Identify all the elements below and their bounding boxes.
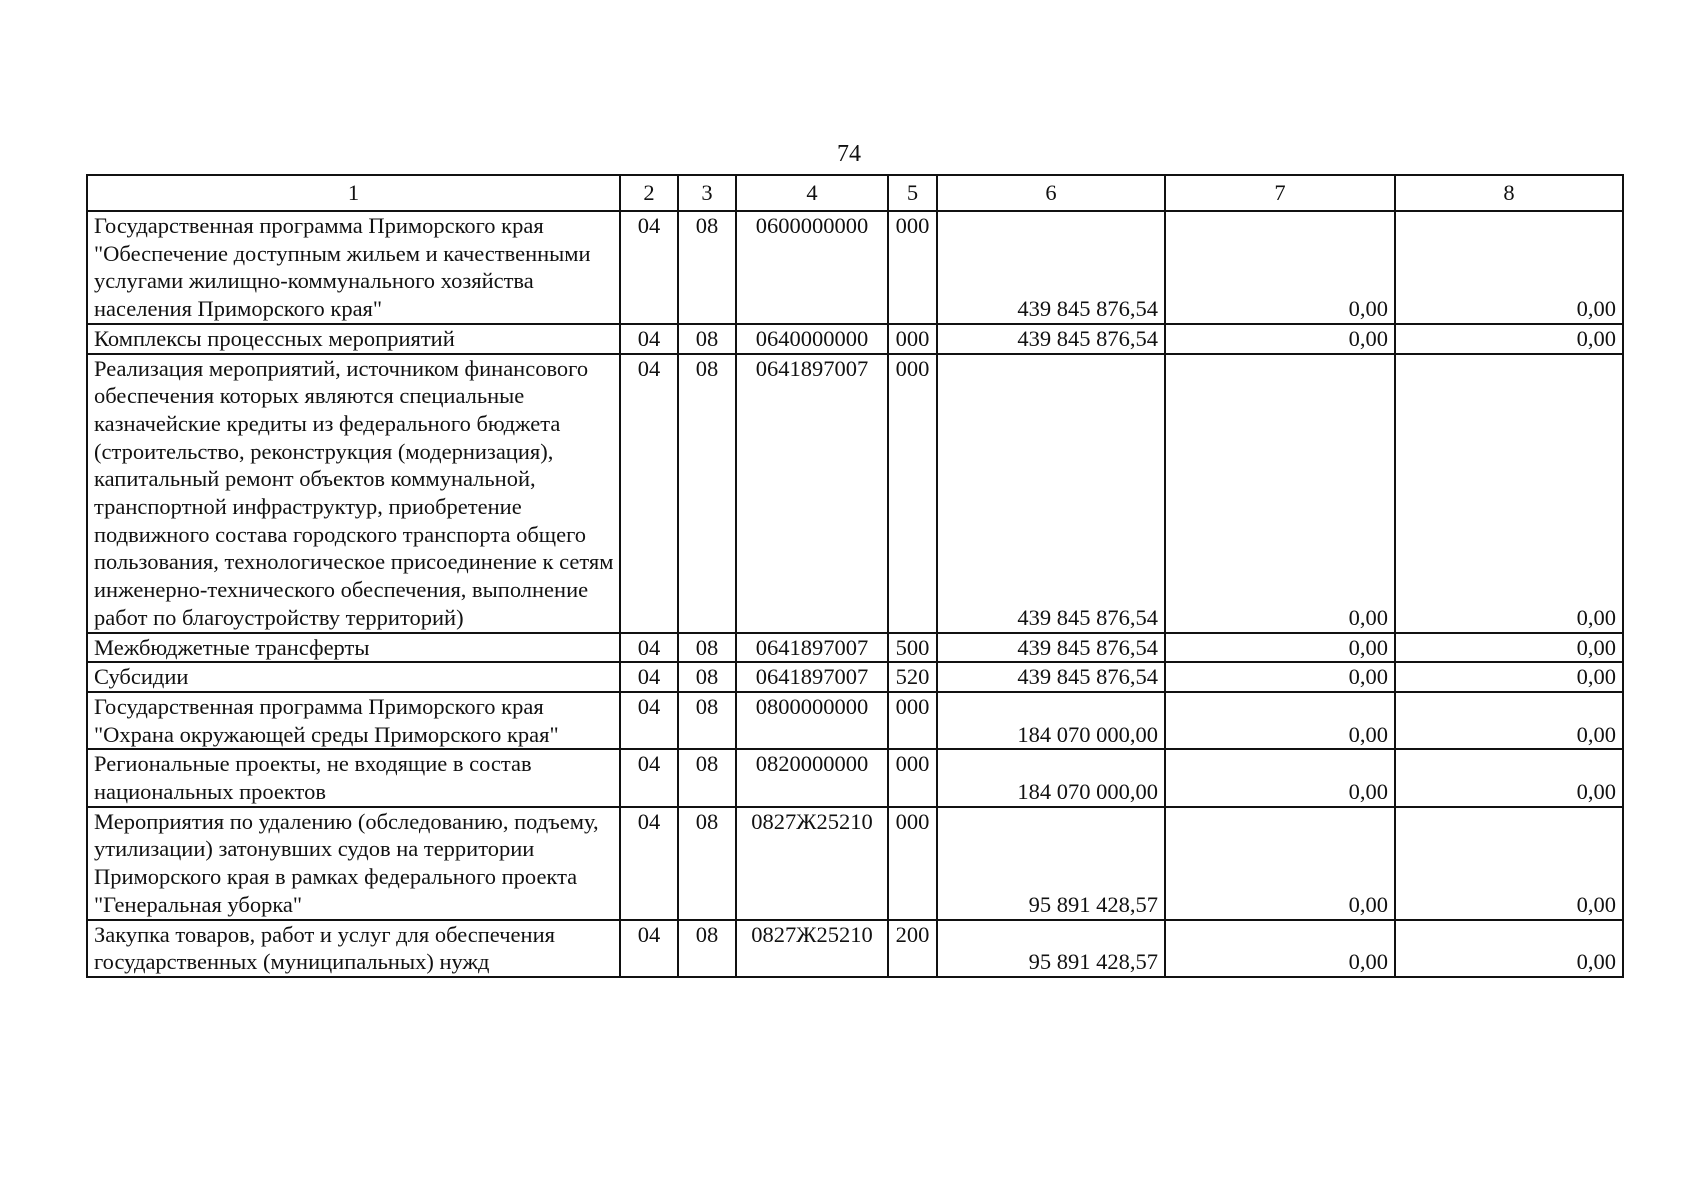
row-name: Закупка товаров, работ и услуг для обеспечения государственных (муниципальных) нужд <box>87 920 620 977</box>
table-row <box>87 662 1623 692</box>
row-name: Субсидии <box>87 662 620 692</box>
subsection-code: 08 <box>678 324 736 354</box>
target-article-code: 0820000000 <box>736 749 888 806</box>
target-article-code: 0640000000 <box>736 324 888 354</box>
amount-col-6: 439 845 876,54 <box>937 211 1165 324</box>
expense-type-code: 000 <box>888 354 937 633</box>
amount-col-6: 184 070 000,00 <box>937 692 1165 749</box>
row-name: Реализация мероприятий, источником финансового обеспечения которых являются специальные казначейские кредиты из федерального бюджета (строительство, реконструкция (модернизация), капитальный ремонт объектов коммунальной, транспортной инфраструктур, приобретение подвижного состава городского транспорта общего пользования, технологическое присоединение к сетям инженерно-технического обеспечения, выполнение работ по благоустройству территорий) <box>87 354 620 633</box>
section-code: 04 <box>620 807 678 920</box>
table-row <box>87 354 1623 633</box>
table-row <box>87 749 1623 806</box>
amount-col-8: 0,00 <box>1395 692 1623 749</box>
section-code: 04 <box>620 633 678 663</box>
expense-type-code: 000 <box>888 692 937 749</box>
amount-col-6: 95 891 428,57 <box>937 807 1165 920</box>
column-header: 8 <box>1395 175 1623 211</box>
expense-type-code: 000 <box>888 749 937 806</box>
amount-col-6: 439 845 876,54 <box>937 662 1165 692</box>
expense-type-code: 520 <box>888 662 937 692</box>
target-article-code: 0827Ж25210 <box>736 807 888 920</box>
row-name: Государственная программа Приморского края "Обеспечение доступным жильем и качественными услугами жилищно-коммунального хозяйства населения Приморского края" <box>87 211 620 324</box>
subsection-code: 08 <box>678 692 736 749</box>
amount-col-8: 0,00 <box>1395 749 1623 806</box>
amount-col-6: 439 845 876,54 <box>937 633 1165 663</box>
amount-col-8: 0,00 <box>1395 211 1623 324</box>
target-article-code: 0600000000 <box>736 211 888 324</box>
amount-col-8: 0,00 <box>1395 324 1623 354</box>
column-header: 3 <box>678 175 736 211</box>
column-header: 4 <box>736 175 888 211</box>
subsection-code: 08 <box>678 633 736 663</box>
amount-col-7: 0,00 <box>1165 692 1395 749</box>
amount-col-7: 0,00 <box>1165 920 1395 977</box>
expense-type-code: 000 <box>888 324 937 354</box>
column-header: 7 <box>1165 175 1395 211</box>
section-code: 04 <box>620 354 678 633</box>
row-name: Региональные проекты, не входящие в состав национальных проектов <box>87 749 620 806</box>
amount-col-6: 95 891 428,57 <box>937 920 1165 977</box>
table-row <box>87 633 1623 663</box>
section-code: 04 <box>620 211 678 324</box>
target-article-code: 0827Ж25210 <box>736 920 888 977</box>
amount-col-8: 0,00 <box>1395 807 1623 920</box>
expense-type-code: 000 <box>888 807 937 920</box>
subsection-code: 08 <box>678 807 736 920</box>
column-header: 6 <box>937 175 1165 211</box>
table-row <box>87 807 1623 920</box>
amount-col-7: 0,00 <box>1165 749 1395 806</box>
column-header: 5 <box>888 175 937 211</box>
amount-col-6: 439 845 876,54 <box>937 354 1165 633</box>
subsection-code: 08 <box>678 662 736 692</box>
amount-col-8: 0,00 <box>1395 354 1623 633</box>
amount-col-7: 0,00 <box>1165 211 1395 324</box>
subsection-code: 08 <box>678 920 736 977</box>
amount-col-6: 439 845 876,54 <box>937 324 1165 354</box>
row-name: Мероприятия по удалению (обследованию, подъему, утилизации) затонувших судов на территории Приморского края в рамках федерального проекта "Генеральная уборка" <box>87 807 620 920</box>
target-article-code: 0641897007 <box>736 662 888 692</box>
amount-col-7: 0,00 <box>1165 354 1395 633</box>
target-article-code: 0800000000 <box>736 692 888 749</box>
table-row <box>87 211 1623 324</box>
header-row <box>87 175 1623 211</box>
target-article-code: 0641897007 <box>736 354 888 633</box>
amount-col-8: 0,00 <box>1395 633 1623 663</box>
amount-col-8: 0,00 <box>1395 920 1623 977</box>
table-row <box>87 324 1623 354</box>
section-code: 04 <box>620 692 678 749</box>
subsection-code: 08 <box>678 211 736 324</box>
row-name: Государственная программа Приморского края "Охрана окружающей среды Приморского края" <box>87 692 620 749</box>
subsection-code: 08 <box>678 749 736 806</box>
column-header: 1 <box>87 175 620 211</box>
amount-col-7: 0,00 <box>1165 324 1395 354</box>
amount-col-7: 0,00 <box>1165 662 1395 692</box>
page-number: 74 <box>837 141 861 167</box>
target-article-code: 0641897007 <box>736 633 888 663</box>
budget-table <box>86 174 1624 978</box>
amount-col-7: 0,00 <box>1165 807 1395 920</box>
subsection-code: 08 <box>678 354 736 633</box>
amount-col-6: 184 070 000,00 <box>937 749 1165 806</box>
table-row <box>87 920 1623 977</box>
section-code: 04 <box>620 324 678 354</box>
section-code: 04 <box>620 662 678 692</box>
row-name: Комплексы процессных мероприятий <box>87 324 620 354</box>
column-header: 2 <box>620 175 678 211</box>
expense-type-code: 200 <box>888 920 937 977</box>
table-row <box>87 692 1623 749</box>
section-code: 04 <box>620 920 678 977</box>
row-name: Межбюджетные трансферты <box>87 633 620 663</box>
expense-type-code: 000 <box>888 211 937 324</box>
amount-col-8: 0,00 <box>1395 662 1623 692</box>
expense-type-code: 500 <box>888 633 937 663</box>
section-code: 04 <box>620 749 678 806</box>
amount-col-7: 0,00 <box>1165 633 1395 663</box>
